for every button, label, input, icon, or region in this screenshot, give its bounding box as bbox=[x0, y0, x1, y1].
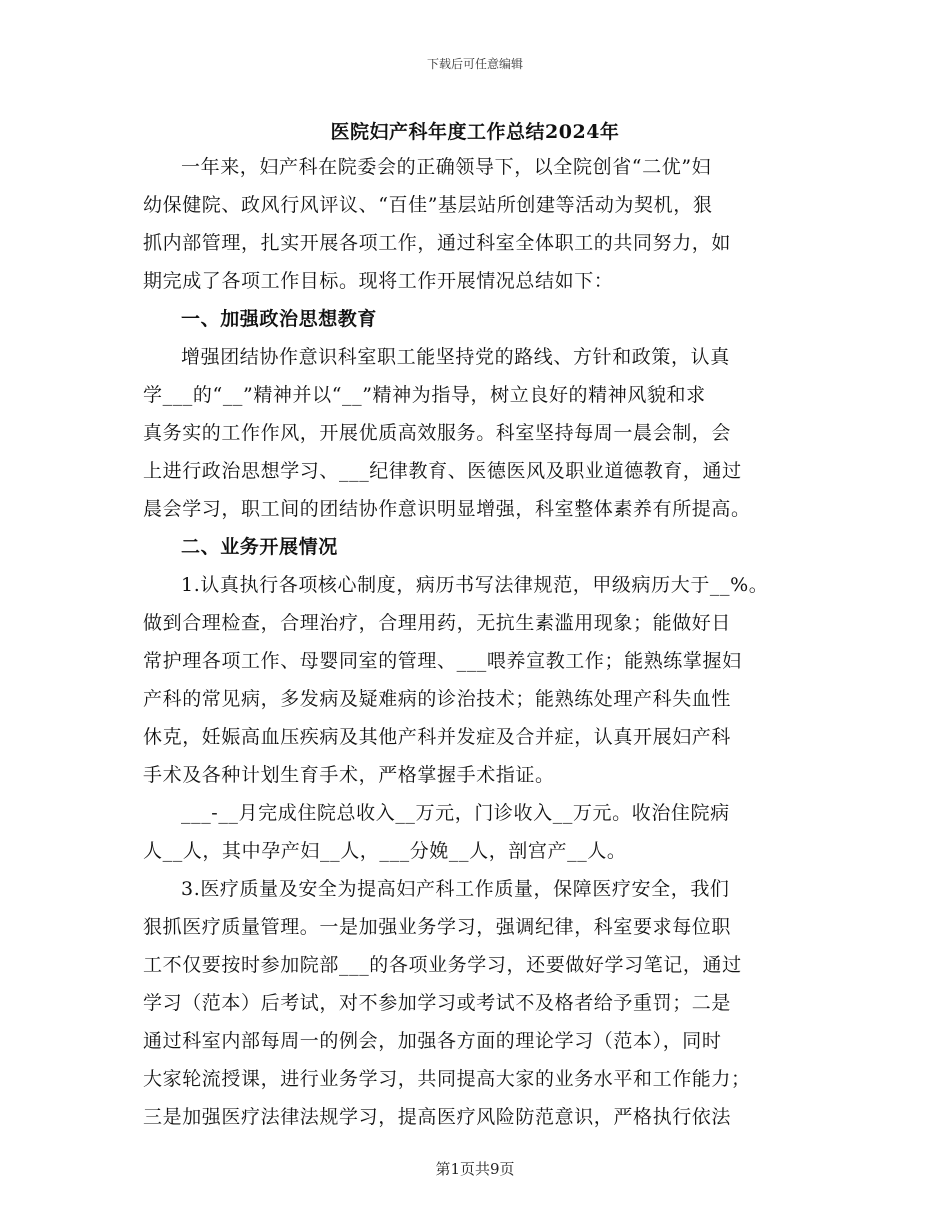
header-note: 下载后可任意编辑 bbox=[426, 57, 523, 71]
paragraph-line: 大家轮流授课，进行业务学习，共同提高大家的业务水平和工作能力； bbox=[143, 1068, 751, 1090]
document-title: 医院妇产科年度工作总结2024年 bbox=[330, 121, 620, 143]
paragraph-line: 人__人，其中孕产妇__人，___分娩__人，剖宫产__人。 bbox=[143, 840, 627, 862]
paragraph-line: 一年来，妇产科在院委会的正确领导下，以全院创省“二优”妇 bbox=[181, 156, 712, 178]
paragraph-line: 上进行政治思想学习、___纪律教育、医德医风及职业道德教育，通过 bbox=[143, 460, 742, 482]
paragraph-line: 学___的“__”精神并以“__”精神为指导，树立良好的精神风貌和求 bbox=[143, 384, 706, 406]
paragraph-line: 晨会学习，职工间的团结协作意识明显增强，科室整体素养有所提高。 bbox=[143, 498, 751, 520]
paragraph-line: 三是加强医疗法律法规学习，提高医疗风险防范意识，严格执行依法 bbox=[143, 1106, 732, 1128]
paragraph-line: 休克，妊娠高血压疾病及其他产科并发症及合并症，认真开展妇产科 bbox=[143, 726, 732, 748]
paragraph-line: 手术及各种计划生育手术，严格掌握手术指证。 bbox=[143, 764, 555, 786]
paragraph-line: 期完成了各项工作目标。现将工作开展情况总结如下： bbox=[143, 270, 614, 292]
paragraph-line: 幼保健院、政风行风评议、“百佳”基层站所创建等活动为契机，狠 bbox=[143, 194, 713, 216]
section-heading: 一、加强政治思想教育 bbox=[181, 308, 378, 330]
page-footer: 第1页共9页 bbox=[435, 1160, 515, 1178]
document-body bbox=[143, 148, 803, 1136]
paragraph-line: 狠抓医疗质量管理。一是加强业务学习，强调纪律，科室要求每位职 bbox=[143, 916, 732, 938]
paragraph-line: 工不仅要按时参加院部___的各项业务学习，还要做好学习笔记，通过 bbox=[143, 954, 742, 976]
paragraph-line: 3.医疗质量及安全为提高妇产科工作质量，保障医疗安全，我们 bbox=[181, 878, 730, 900]
paragraph-line: 真务实的工作作风，开展优质高效服务。科室坚持每周一晨会制，会 bbox=[143, 422, 732, 444]
paragraph-line: 常护理各项工作、母婴同室的管理、___喂养宣教工作；能熟练掌握妇 bbox=[143, 650, 742, 672]
paragraph-line: 通过科室内部每周一的例会，加强各方面的理论学习（范本），同时 bbox=[143, 1030, 722, 1052]
paragraph-line: ___-__月完成住院总收入__万元，门诊收入__万元。收治住院病 bbox=[181, 802, 730, 824]
paragraph-line: 抓内部管理，扎实开展各项工作，通过科室全体职工的共同努力，如 bbox=[143, 232, 732, 254]
paragraph-line: 产科的常见病，多发病及疑难病的诊治技术；能熟练处理产科失血性 bbox=[143, 688, 732, 710]
paragraph-line: 1.认真执行各项核心制度，病历书写法律规范，甲级病历大于__%。 bbox=[181, 574, 769, 596]
paragraph-line: 做到合理检查，合理治疗，合理用药，无抗生素滥用现象；能做好日 bbox=[143, 612, 732, 634]
paragraph-line: 增强团结协作意识科室职工能坚持党的路线、方针和政策，认真 bbox=[181, 346, 730, 368]
section-heading: 二、业务开展情况 bbox=[181, 536, 338, 558]
paragraph-line: 学习（范本）后考试，对不参加学习或考试不及格者给予重罚；二是 bbox=[143, 992, 732, 1014]
